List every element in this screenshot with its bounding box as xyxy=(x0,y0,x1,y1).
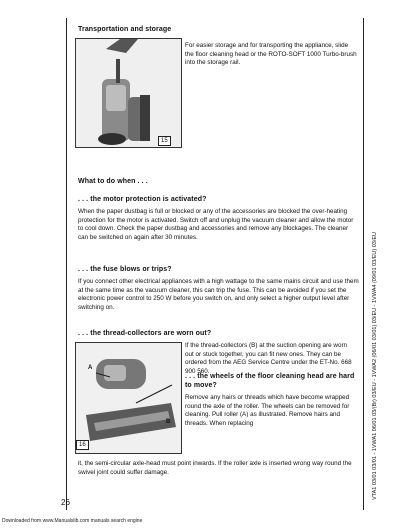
figure-15 xyxy=(75,38,182,148)
figure-16-number: 16 xyxy=(76,440,89,450)
transport-text: For easier storage and for transporting the appliance, slide the floor cleaning head or the ROTO-SOFT 1000 Turbo-brush into the storage rail. xyxy=(185,42,357,67)
label-b: B xyxy=(166,419,171,425)
wheels-text-right: Remove any hairs or threads which have become wrapped round the axle of the roller. The wheels can be removed for cleaning. Pull roller (A) as illustrated. Remove hairs and threads. When replacing xyxy=(185,394,350,427)
wheels-text-full: it, the semi-circular axle-head must point inwards. If the roller axle is inserted wrong way round the swivel joint could suffer damage. xyxy=(78,460,352,476)
label-a: A xyxy=(88,365,93,371)
vacuum-storage-illustration xyxy=(76,39,181,147)
fuse-text: If you connect other electrical appliances with a high wattage to the same mains circuit and use them at the same time as the vacuum cleaner, this can trip the fuse. This can be avoided if you set the electronic power control to 250 W before you switch on, and only select a higher output level after switching on. xyxy=(78,278,359,311)
motor-text: When the paper dustbag is full or blocked or any of the accessories are blocked the over-heating protection for the motor is activated. Switch off and unplug the vacuum cleaner and allow the motor to cool down. Check the paper dustbag and accessories and remove any blockages. The cleaner can be switched on again after 30 minutes. xyxy=(78,208,354,241)
motor-heading: . . . the motor protection is activated? xyxy=(78,196,207,203)
floor-head-illustration xyxy=(76,343,181,453)
transport-heading: Transportation and storage xyxy=(78,26,172,33)
wheels-heading: . . . the wheels of the floor cleaning head are hard to move? xyxy=(185,373,355,389)
thread-heading: . . . the thread-collectors are worn out? xyxy=(78,330,212,337)
page-number: 26 xyxy=(61,498,70,507)
figure-16 xyxy=(75,342,182,454)
side-code-container xyxy=(372,231,382,500)
side-code: VTA1 03/01 03/01 - 1VWA1 06/01 03/(Br) 03/EU - 1VWA2 (06/01 03/01) 03/EU - 1VWA4 (09/01 03/EU) 03/EU xyxy=(372,231,378,500)
thread-text: If the thread-collectors (B) at the suction opening are worn out or stuck together, you can fit new ones. They can be ordered from the AEG Service Centre under the ET-No. 668 900 560. xyxy=(185,342,352,375)
fuse-heading: . . . the fuse blows or trips? xyxy=(78,266,172,273)
figure-15-number: 15 xyxy=(158,136,171,146)
footer-download-note: Downloaded from www.Manualslib.com manuals search engine xyxy=(2,518,143,524)
what-to-do-heading: What to do when . . . xyxy=(78,178,148,185)
